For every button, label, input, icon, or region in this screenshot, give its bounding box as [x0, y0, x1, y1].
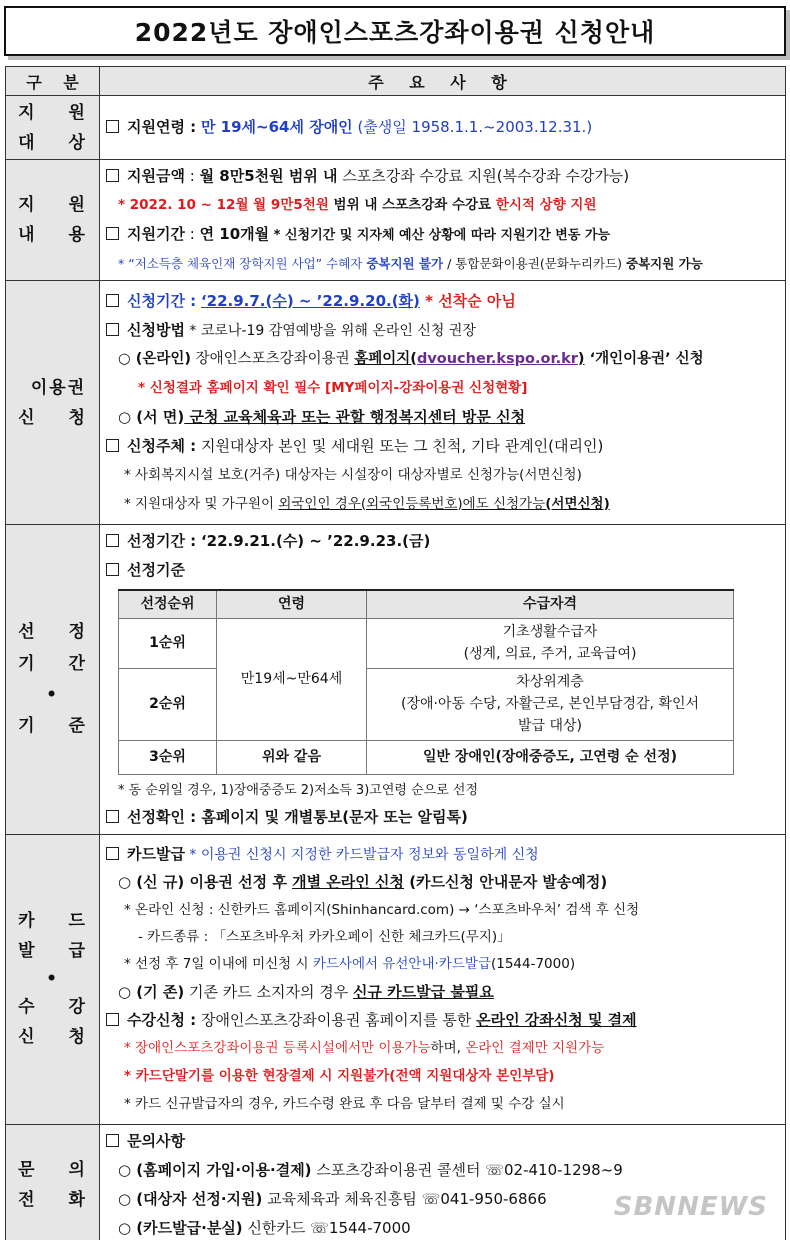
eligibility-age-line: 지원연령 : 만 19세~64세 장애인 (출생일 1958.1.1.~2003.12.31.) [106, 113, 779, 142]
row-support [6, 160, 786, 281]
checkbox-icon [106, 1134, 119, 1147]
header-row [6, 67, 786, 96]
row-selection [6, 525, 786, 835]
info-table [5, 66, 786, 1240]
checkbox-icon [106, 563, 119, 576]
header-details: 주 요 사 항 [100, 67, 786, 96]
content-inquiry [100, 1124, 786, 1240]
row-card [6, 834, 786, 1124]
phone-number[interactable]: ☏1544-7000 [310, 1218, 411, 1237]
apply-method-line: 신청방법 * 코로나-19 감염예방을 위해 온라인 신청 권장 [106, 316, 779, 345]
selection-confirm-line: 선정확인 : 홈페이지 및 개별통보(문자 또는 알림톡) [106, 803, 779, 832]
label-selection: 선 정 기 간 • 기 준 [6, 525, 100, 835]
phone-number[interactable]: ☏041-950-6866 [421, 1189, 547, 1208]
inquiry-title-line: 문의사항 [106, 1127, 779, 1156]
page-title: 2022년도 장애인스포츠강좌이용권 신청안내 [4, 6, 786, 56]
support-amount-line: 지원금액 : 월 8만5천원 범위 내 스포츠강좌 수강료 지원(복수강좌 수강가능) [106, 162, 779, 191]
checkbox-icon [106, 323, 119, 336]
card-red-note: * 장애인스포츠강좌이용권 등록시설에서만 이용가능하며, 온라인 결제만 지원가능 [124, 1040, 605, 1056]
apply-foreign-note: * 지원대상자 및 가구원이 외국인인 경우(외국인등록번호)에도 신청가능(서면신청) [124, 495, 610, 512]
card-terminal-note: * 카드단말기를 이용한 현장결제 시 지원불가(전액 지원대상자 본인부담) [124, 1068, 555, 1084]
checkbox-icon [106, 1013, 119, 1026]
content-support [100, 160, 786, 281]
checkbox-icon [106, 227, 119, 240]
content-selection [100, 525, 786, 835]
label-eligibility: 지 원 대 상 [6, 96, 100, 160]
checkbox-icon [106, 294, 119, 307]
criteria-table [118, 589, 734, 775]
checkbox-icon [106, 534, 119, 547]
content-eligibility [100, 96, 786, 160]
checkbox-icon [106, 120, 119, 133]
apply-period-line: 신청기간 : ‘22.9.7.(수) ~ ’22.9.20.(화) * 선착순 아님 [106, 287, 779, 316]
watermark-logo: SBNNEWS [613, 1192, 768, 1222]
content-card [100, 834, 786, 1124]
card-issue-line: 카드발급 * 이용권 신청시 지정한 카드발급자 정보와 동일하게 신청 [106, 840, 779, 868]
label-apply: 이용권 신 청 [6, 281, 100, 525]
label-card: 카 드 발 급 • 수 강 신 청 [6, 834, 100, 1124]
support-period-line: 지원기간 : 연 10개월 * 신청기간 및 지자체 예산 상황에 따라 지원기간 변동 가능 [106, 220, 779, 249]
inquiry-item: ○ (대상자 선정·지원) 교육체육과 체육진흥팀 ☏041-950-6866 [118, 1189, 547, 1208]
row-apply [6, 281, 786, 525]
inquiry-item: ○ (홈페이지 가입·이용·결제) 스포츠강좌이용권 콜센터 ☏02-410-1298~9 [118, 1160, 623, 1179]
card-new-line: ○ (신 규) 이용권 선정 후 개별 온라인 신청 (카드신청 안내문자 발송예정) [118, 873, 608, 891]
apply-welfare-note: * 사회복지시설 보호(거주) 대상자는 시설장이 대상자별로 신청가능(서면신청) [124, 466, 582, 483]
apply-offline-line: ○ (서 면) 군청 교육체육과 또는 관할 행정복지센터 방문 신청 [118, 407, 526, 426]
card-noapply-note: * 선정 후 7일 이내에 미신청 시 카드사에서 유선안내·카드발급(1544-7000) [124, 956, 576, 972]
selection-criteria-line: 선정기준 [106, 556, 779, 585]
label-support: 지 원 내 용 [6, 160, 100, 281]
selection-period-line: 선정기간 : ‘22.9.21.(수) ~ ’22.9.23.(금) [106, 527, 779, 556]
criteria-header-row: 선정순위 연령 수급자격 [119, 590, 734, 618]
inquiry-item: ○ (카드발급·분실) 신한카드 ☏1544-7000 [118, 1218, 411, 1237]
phone-number[interactable]: ☏02-410-1298~9 [485, 1160, 623, 1179]
checkbox-icon [106, 169, 119, 182]
checkbox-icon [106, 439, 119, 452]
support-duplicate-line: * “저소득층 체육인재 장학지원 사업” 수혜자 중복지원 불가 / 통합문화이용권(문화누리카드) 중복지원 가능 [118, 256, 703, 271]
support-temp-increase-line: * 2022. 10 ~ 12월 월 9만5천원 범위 내 스포츠강좌 수강료 한시적 상향 지원 [118, 197, 597, 213]
checkbox-icon [106, 847, 119, 860]
checkbox-icon [106, 810, 119, 823]
apply-subject-line: 신청주체 : 지원대상자 본인 및 세대원 또는 그 친척, 기타 관계인(대리인) [106, 432, 779, 461]
selection-tie-note: * 동 순위일 경우, 1)장애중증도 2)저소득 3)고연령 순으로 선정 [118, 782, 478, 798]
label-inquiry: 문 의 전 화 [6, 1124, 100, 1240]
card-online-note: * 온라인 신청 : 신한카드 홈페이지(Shinhancard.com) → ‘스포츠바우처’ 검색 후 신청 [124, 902, 640, 918]
card-new-issuer-note: * 카드 신규발급자의 경우, 카드수령 완료 후 다음 달부터 결제 및 수강 실시 [124, 1096, 565, 1112]
criteria-row: 3순위 위와 같음 일반 장애인(장애중증도, 고연령 순 선정) [119, 740, 734, 774]
criteria-row: 1순위 만19세~만64세 기초생활수급자 (생계, 의료, 주거, 교육급여) [119, 618, 734, 668]
row-eligibility [6, 96, 786, 160]
kspo-url-link[interactable]: dvoucher.kspo.or.kr [416, 350, 578, 367]
apply-online-line: ○ (온라인) 장애인스포츠강좌이용권 홈페이지(dvoucher.kspo.or.kr) ‘개인이용권’ 신청 [118, 350, 704, 367]
card-type-note: - 카드종류 : 「스포츠바우처 카카오페이 신한 체크카드(무지)」 [138, 929, 511, 945]
card-course-line: 수강신청 : 장애인스포츠강좌이용권 홈페이지를 통한 온라인 강좌신청 및 결제 [106, 1006, 779, 1034]
header-category: 구 분 [6, 67, 100, 96]
row-inquiry [6, 1124, 786, 1240]
apply-result-note: * 신청결과 홈페이지 확인 필수 [MY페이지-강좌이용권 신청현황] [138, 379, 528, 396]
card-existing-line: ○ (기 존) 기존 카드 소지자의 경우 신규 카드발급 불필요 [118, 983, 494, 1001]
content-apply [100, 281, 786, 525]
criteria-age-merged: 만19세~만64세 [217, 618, 367, 740]
criteria-row: 2순위 차상위계층 (장애·아동 수당, 자활근로, 본인부담경감, 확인서 발급 대상) [119, 668, 734, 740]
